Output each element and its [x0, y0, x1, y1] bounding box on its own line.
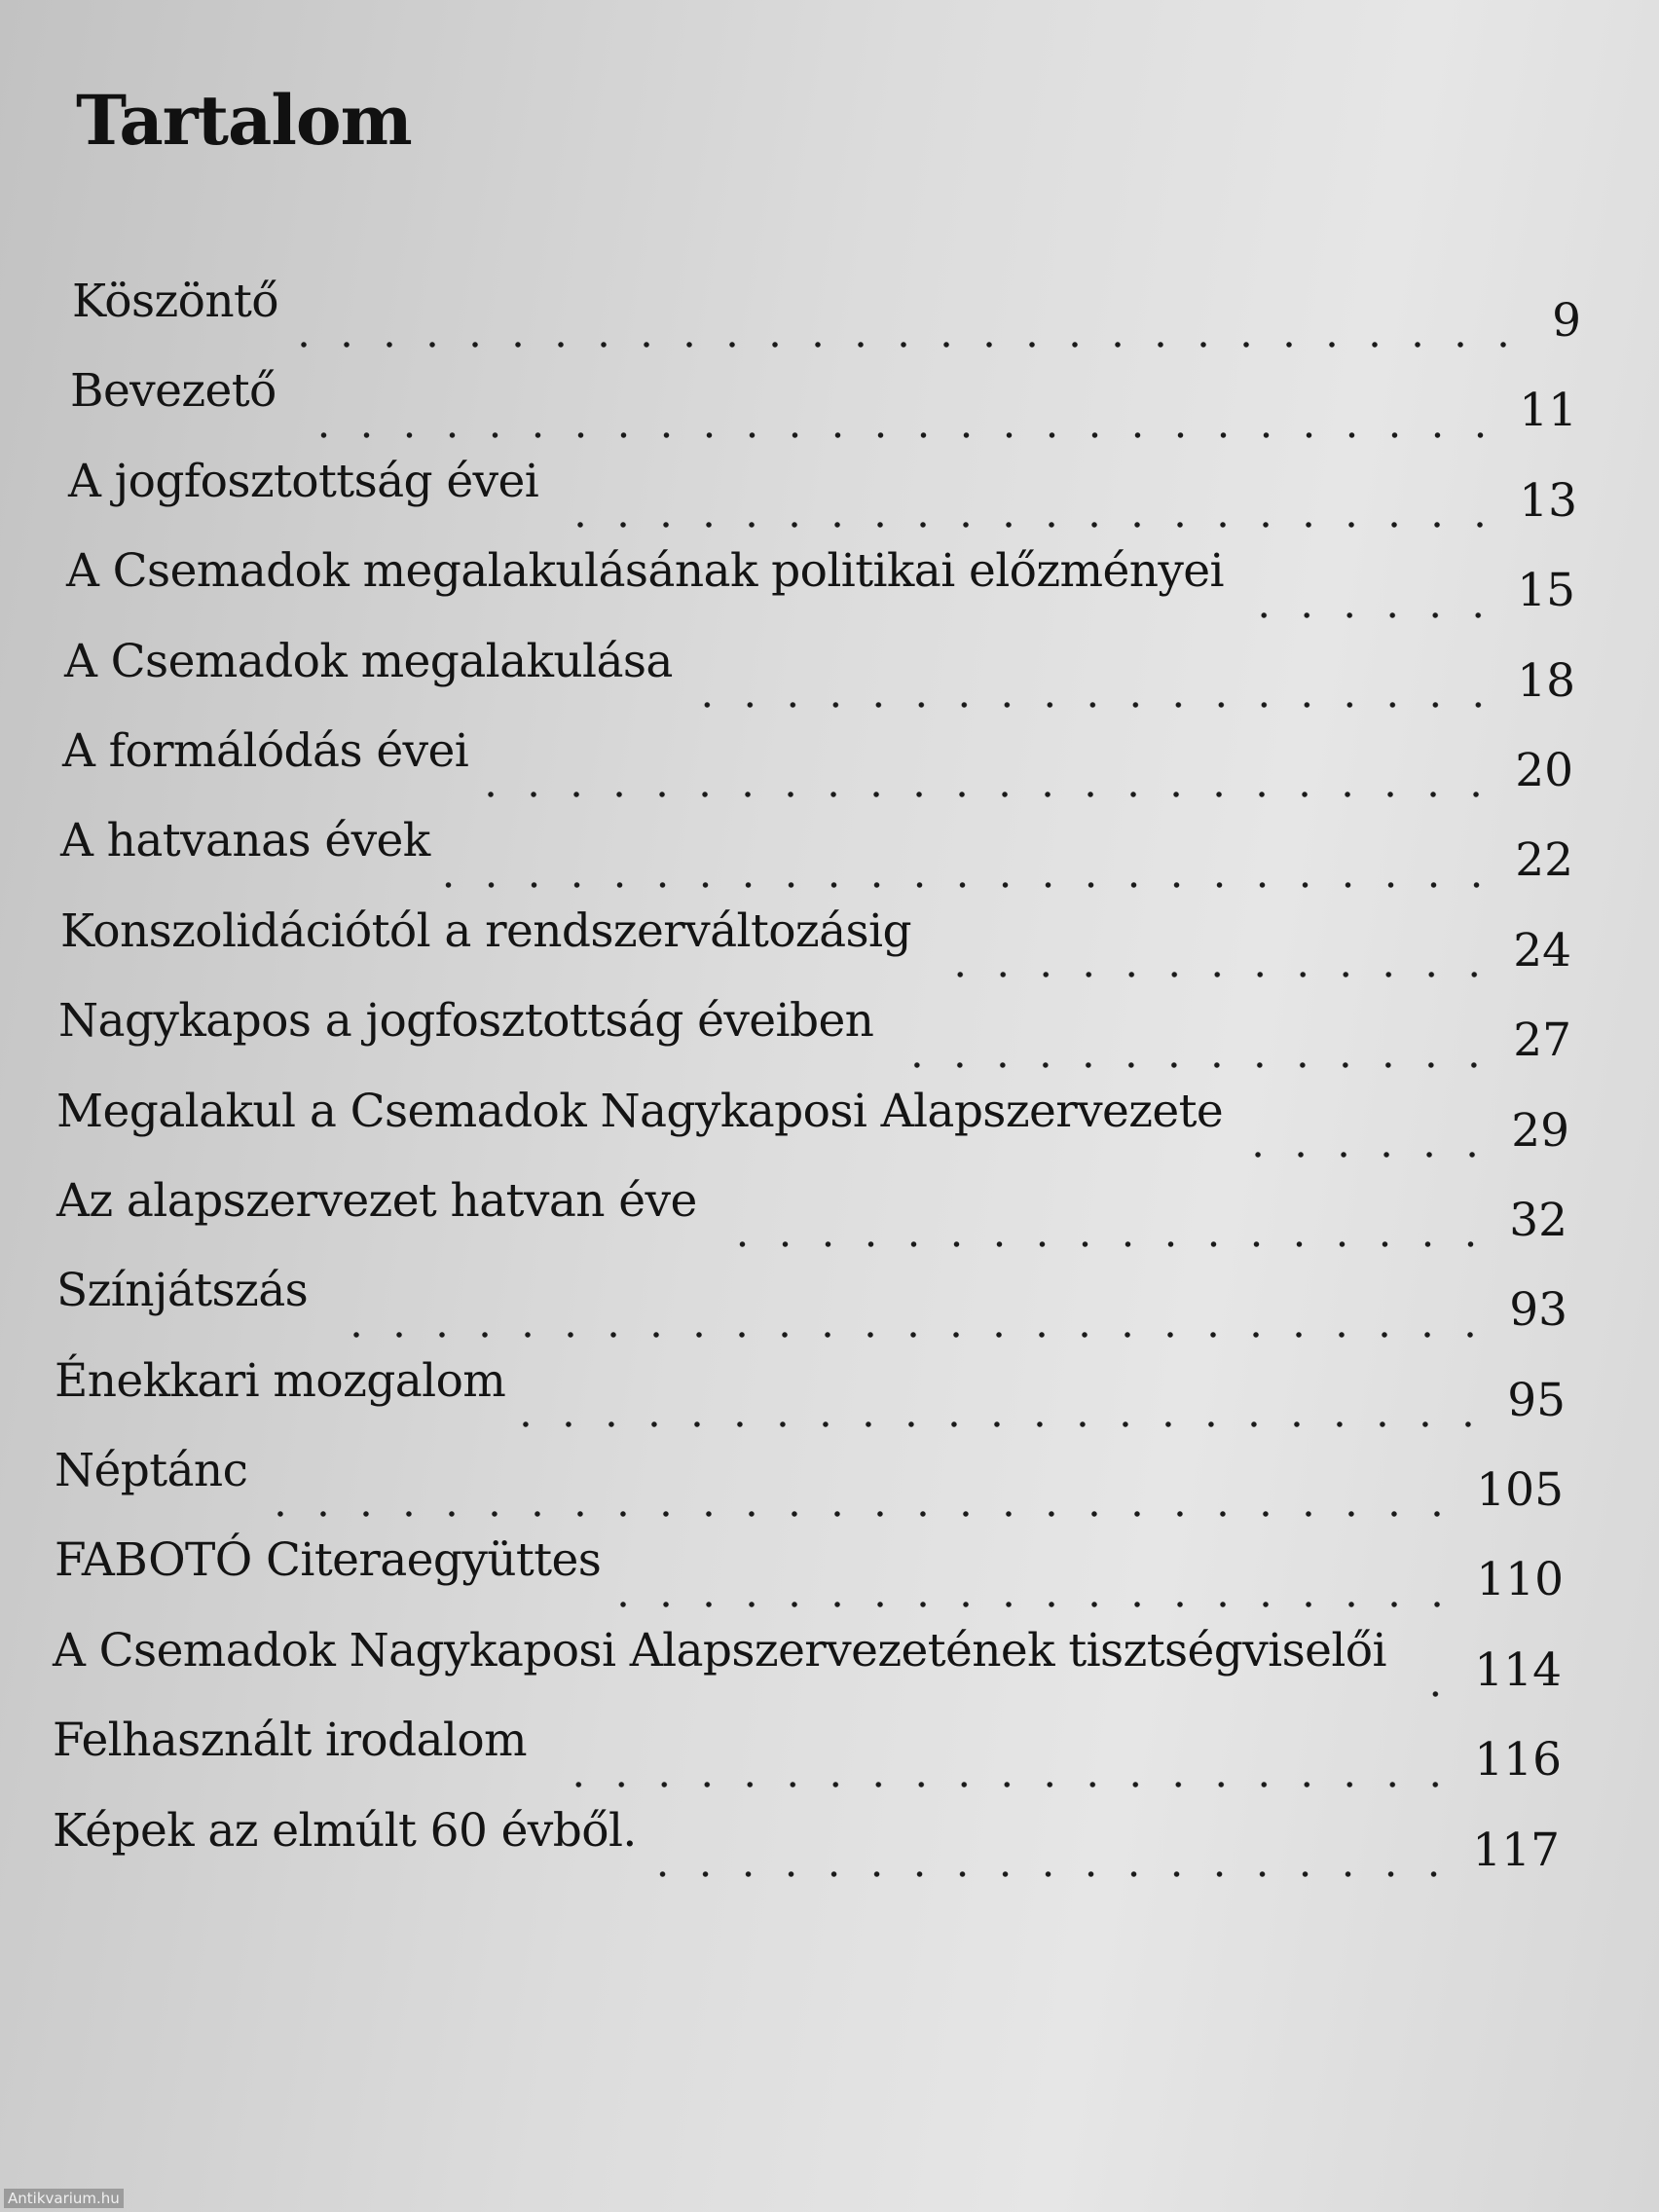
toc-entry-title: Köszöntő — [72, 275, 278, 328]
toc-entry — [66, 544, 1575, 634]
dot-leader — [711, 1238, 1493, 1250]
toc-entry-title: A Csemadok megalakulásának politikai előzményei — [66, 544, 1224, 599]
toc-entry-page: 9 — [1552, 294, 1581, 348]
toc-entry-title: Képek az elmúlt 60 évből. — [53, 1803, 637, 1858]
toc-entry — [62, 724, 1573, 814]
dot-leader — [482, 789, 1497, 800]
dot-leader — [321, 1329, 1492, 1341]
toc-entry — [53, 1714, 1562, 1803]
dot-leader — [519, 1419, 1490, 1430]
dot-leader — [292, 339, 1525, 350]
toc-entry — [56, 1085, 1569, 1174]
dot-leader — [290, 429, 1502, 441]
toc-entry-page: 95 — [1507, 1373, 1566, 1427]
page-title: Tartalom — [76, 80, 412, 161]
dot-leader — [552, 519, 1501, 531]
toc-entry — [64, 635, 1575, 724]
toc-entry — [55, 1354, 1566, 1444]
toc-entry — [56, 1174, 1567, 1264]
dot-leader — [444, 879, 1498, 891]
dot-leader — [1237, 609, 1499, 621]
toc-entry-title: A formálódás évei — [62, 723, 469, 778]
toc-entry — [60, 904, 1571, 994]
toc-entry-title: A Csemadok megalakulása — [64, 634, 673, 688]
toc-entry-page: 15 — [1517, 564, 1575, 618]
toc-entry-page: 11 — [1519, 384, 1577, 438]
toc-entry — [68, 455, 1577, 544]
toc-entry-page: 27 — [1513, 1014, 1571, 1068]
toc-entry — [70, 364, 1577, 454]
toc-entry-title: Színjátszás — [56, 1264, 309, 1318]
toc-entry — [72, 275, 1581, 364]
dot-leader — [650, 1868, 1456, 1880]
toc-entry-page: 22 — [1515, 833, 1573, 888]
toc-entry — [60, 814, 1573, 903]
toc-entry-title: A Csemadok Nagykaposi Alapszervezetének tisztségviselői — [53, 1623, 1386, 1677]
dot-leader — [540, 1779, 1456, 1790]
toc-entry-page: 93 — [1509, 1283, 1567, 1338]
toc-entry-title: Megalakul a Csemadok Nagykaposi Alapszervezete — [56, 1084, 1224, 1138]
toc-entry-page: 29 — [1511, 1103, 1569, 1158]
toc-entry-title: Énekkari mozgalom — [55, 1353, 506, 1408]
dot-leader — [261, 1508, 1458, 1520]
table-of-contents — [0, 275, 1659, 1894]
dot-leader — [1236, 1149, 1493, 1161]
toc-entry — [53, 1804, 1560, 1894]
toc-entry-title: Bevezető — [70, 364, 276, 419]
toc-entry-page: 32 — [1509, 1193, 1567, 1247]
toc-entry — [58, 994, 1571, 1084]
toc-entry — [53, 1624, 1562, 1714]
toc-entry — [56, 1264, 1567, 1353]
toc-entry-title: FABOTÓ Citeraegyüttes — [55, 1533, 602, 1588]
toc-entry-title: Konszolidációtól a rendszerváltozásig — [60, 903, 911, 958]
toc-entry-page: 24 — [1513, 923, 1571, 977]
toc-entry-title: Nagykapos a jogfosztottság éveiben — [58, 994, 874, 1049]
dot-leader — [925, 969, 1495, 980]
toc-entry-title: Felhasznált irodalom — [53, 1714, 528, 1768]
toc-entry — [55, 1533, 1564, 1623]
toc-entry-page: 20 — [1515, 743, 1573, 797]
toc-entry-page: 114 — [1474, 1642, 1562, 1697]
toc-entry-title: A jogfosztottság évei — [68, 454, 539, 508]
toc-entry-title: A hatvanas évek — [60, 814, 430, 868]
toc-entry-page: 116 — [1474, 1733, 1562, 1788]
toc-entry-page: 18 — [1517, 653, 1575, 708]
toc-entry-page: 117 — [1472, 1823, 1560, 1877]
dot-leader — [614, 1599, 1458, 1610]
dot-leader — [887, 1059, 1495, 1071]
toc-entry-page: 13 — [1519, 473, 1577, 528]
watermark-label: Antikvarium.hu — [4, 2189, 124, 2208]
toc-entry-title: Néptánc — [55, 1444, 248, 1498]
toc-entry — [55, 1444, 1564, 1533]
toc-entry-page: 105 — [1476, 1463, 1564, 1518]
dot-leader — [686, 699, 1499, 711]
dot-leader — [1400, 1688, 1456, 1700]
toc-entry-page: 110 — [1476, 1553, 1564, 1607]
toc-entry-title: Az alapszervezet hatvan éve — [56, 1173, 697, 1228]
